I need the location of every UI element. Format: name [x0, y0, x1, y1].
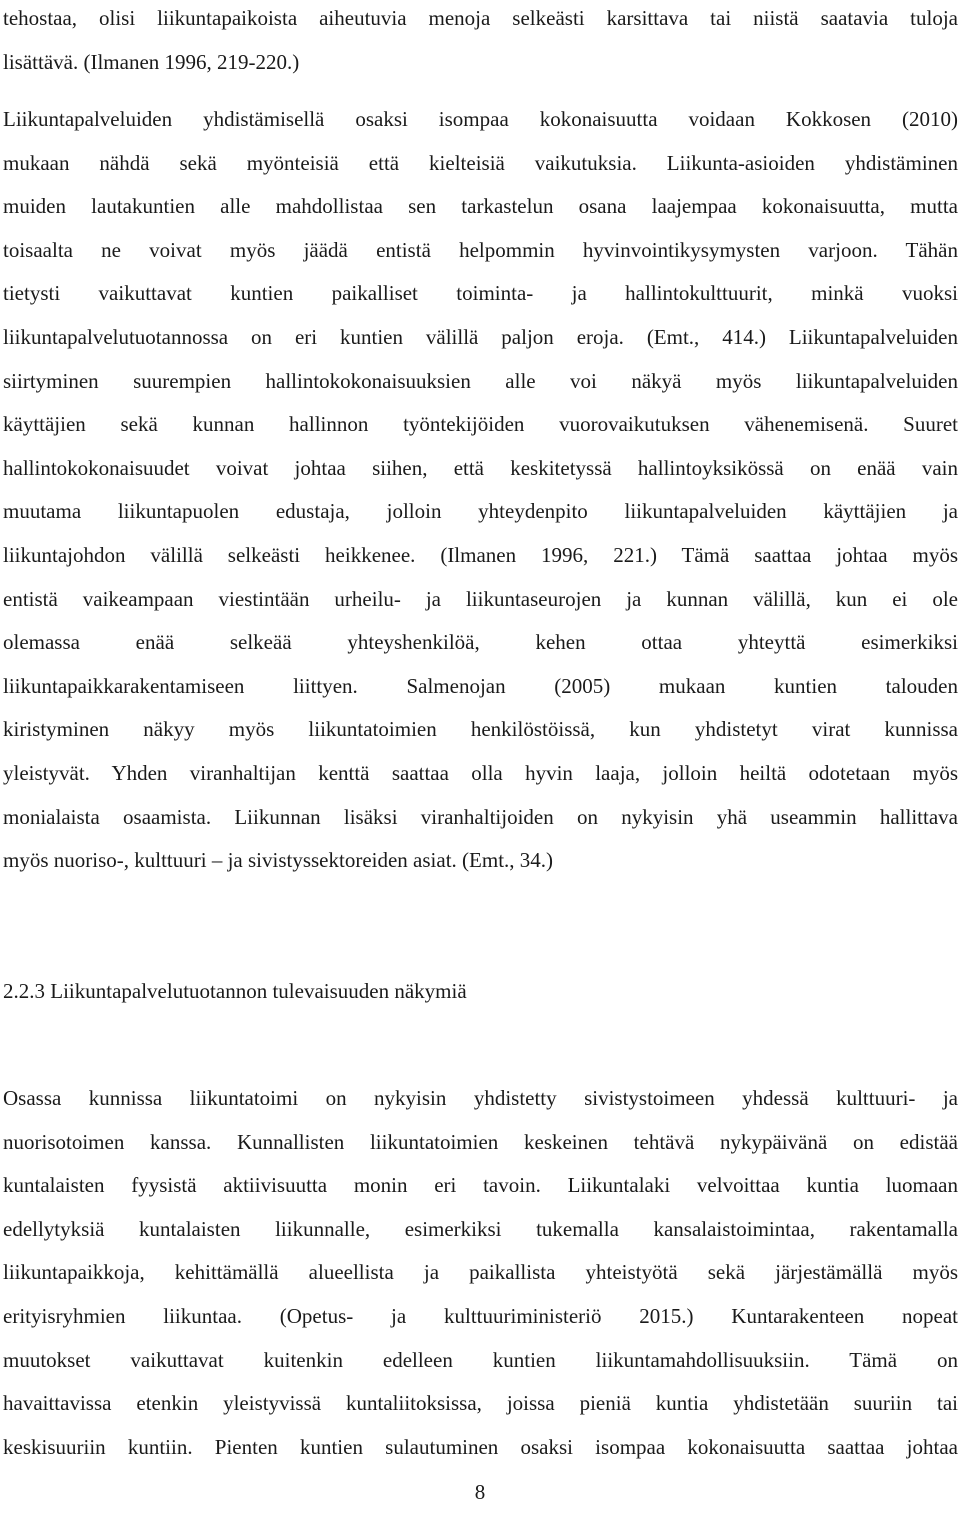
- text-line: entistä vaikeampaan viestintään urheilu- ja liikuntaseurojen ja kunnan välillä, kun ei ole: [3, 586, 958, 611]
- text-line: Liikuntapalveluiden yhdistämisellä osaksi isompaa kokonaisuutta voidaan Kokkosen (2010): [3, 107, 958, 131]
- text-line: tehostaa, olisi liikuntapaikoista aiheutuvia menoja selkeästi karsittava tai niistä saatavia tuloja: [3, 6, 958, 30]
- text-line: nuorisotoimen kanssa. Kunnallisten liikuntatoimien keskeinen tehtävä nykypäivänä on edistää: [3, 1129, 958, 1154]
- text-line: havaittavissa etenkin yleistyvissä kuntaliitoksissa, joissa pieniä kuntia yhdistetään suuriin tai: [3, 1391, 958, 1416]
- text-line: hallintokokonaisuudet voivat johtaa siihen, että keskitetyssä hallintoyksikössä on enää vain: [3, 455, 958, 480]
- text-line: liikuntajohdon välillä selkeästi heikkenee. (Ilmanen 1996, 221.) Tämä saattaa johtaa myös: [3, 542, 958, 567]
- text-line: olemassa enää selkeää yhteyshenkilöä, kehen ottaa yhteyttä esimerkiksi: [3, 630, 958, 655]
- text-line: myös nuoriso-, kulttuuri – ja sivistyssektoreiden asiat. (Emt., 34.): [3, 848, 554, 873]
- text-line: liikuntapaikkoja, kehittämällä alueellista ja paikallista yhteistyötä sekä järjestämällä myös: [3, 1260, 958, 1285]
- text-line: lisättävä. (Ilmanen 1996, 219-220.): [3, 49, 300, 74]
- text-line: kuntalaisten fyysistä aktiivisuutta monin eri tavoin. Liikuntalaki velvoittaa kuntia luomaan: [3, 1173, 958, 1198]
- page-number: 8: [474, 1480, 486, 1504]
- section-heading: 2.2.3 Liikuntapalvelutuotannon tulevaisuuden näkymiä: [3, 979, 467, 1003]
- text-line: tietysti vaikuttavat kuntien paikalliset toiminta- ja hallintokulttuurit, minkä vuoksi: [3, 281, 958, 306]
- text-line: yleistyvät. Yhden viranhaltijan kenttä saattaa olla hyvin laaja, jolloin heiltä odotetaan myös: [3, 760, 958, 785]
- text-line: erityisryhmien liikuntaa. (Opetus- ja kulttuuriministeriö 2015.) Kuntarakenteen nopeat: [3, 1303, 958, 1328]
- text-line: muutokset vaikuttavat kuitenkin edelleen kuntien liikuntamahdollisuuksiin. Tämä on: [3, 1347, 958, 1372]
- paragraph-3: [3, 1077, 958, 1469]
- text-line: liikuntapalvelutuotannossa on eri kuntien välillä paljon eroja. (Emt., 414.) Liikuntapalveluiden: [3, 324, 958, 349]
- text-line: siirtyminen suurempien hallintokokonaisuuksien alle voi näkyä myös liikuntapalveluiden: [3, 368, 958, 393]
- text-line: kiristyminen näkyy myös liikuntatoimien henkilöstöissä, kun yhdistetyt virat kunnissa: [3, 717, 958, 742]
- text-line: monialaista osaamista. Liikunnan lisäksi viranhaltijoiden on nykyisin yhä useammin hallittava: [3, 804, 958, 829]
- text-line: muutama liikuntapuolen edustaja, jolloin yhteydenpito liikuntapalveluiden käyttäjien ja: [3, 499, 958, 524]
- text-line: edellytyksiä kuntalaisten liikunnalle, esimerkiksi tukemalla kansalaistoimintaa, rakentamalla: [3, 1216, 958, 1241]
- text-line: liikuntapaikkarakentamiseen liittyen. Salmenojan (2005) mukaan kuntien talouden: [3, 673, 958, 698]
- paragraph-2: [3, 98, 958, 883]
- text-line: käyttäjien sekä kunnan hallinnon työntekijöiden vuorovaikutuksen vähenemisenä. Suuret: [3, 412, 958, 437]
- text-line: keskisuuriin kuntiin. Pienten kuntien sulautuminen osaksi isompaa kokonaisuutta saattaa johtaa: [3, 1434, 958, 1459]
- text-line: mukaan nähdä sekä myönteisiä että kielteisiä vaikutuksia. Liikunta-asioiden yhdistäminen: [3, 150, 958, 175]
- paragraph-1: [3, 0, 958, 84]
- text-line: muiden lautakuntien alle mahdollistaa sen tarkastelun osana laajempaa kokonaisuutta, mutta: [3, 194, 958, 219]
- text-line: Osassa kunnissa liikuntatoimi on nykyisin yhdistetty sivistystoimeen yhdessä kulttuuri- ja: [3, 1086, 958, 1110]
- text-line: toisaalta ne voivat myös jäädä entistä helpommin hyvinvointikysymysten varjoon. Tähän: [3, 237, 958, 262]
